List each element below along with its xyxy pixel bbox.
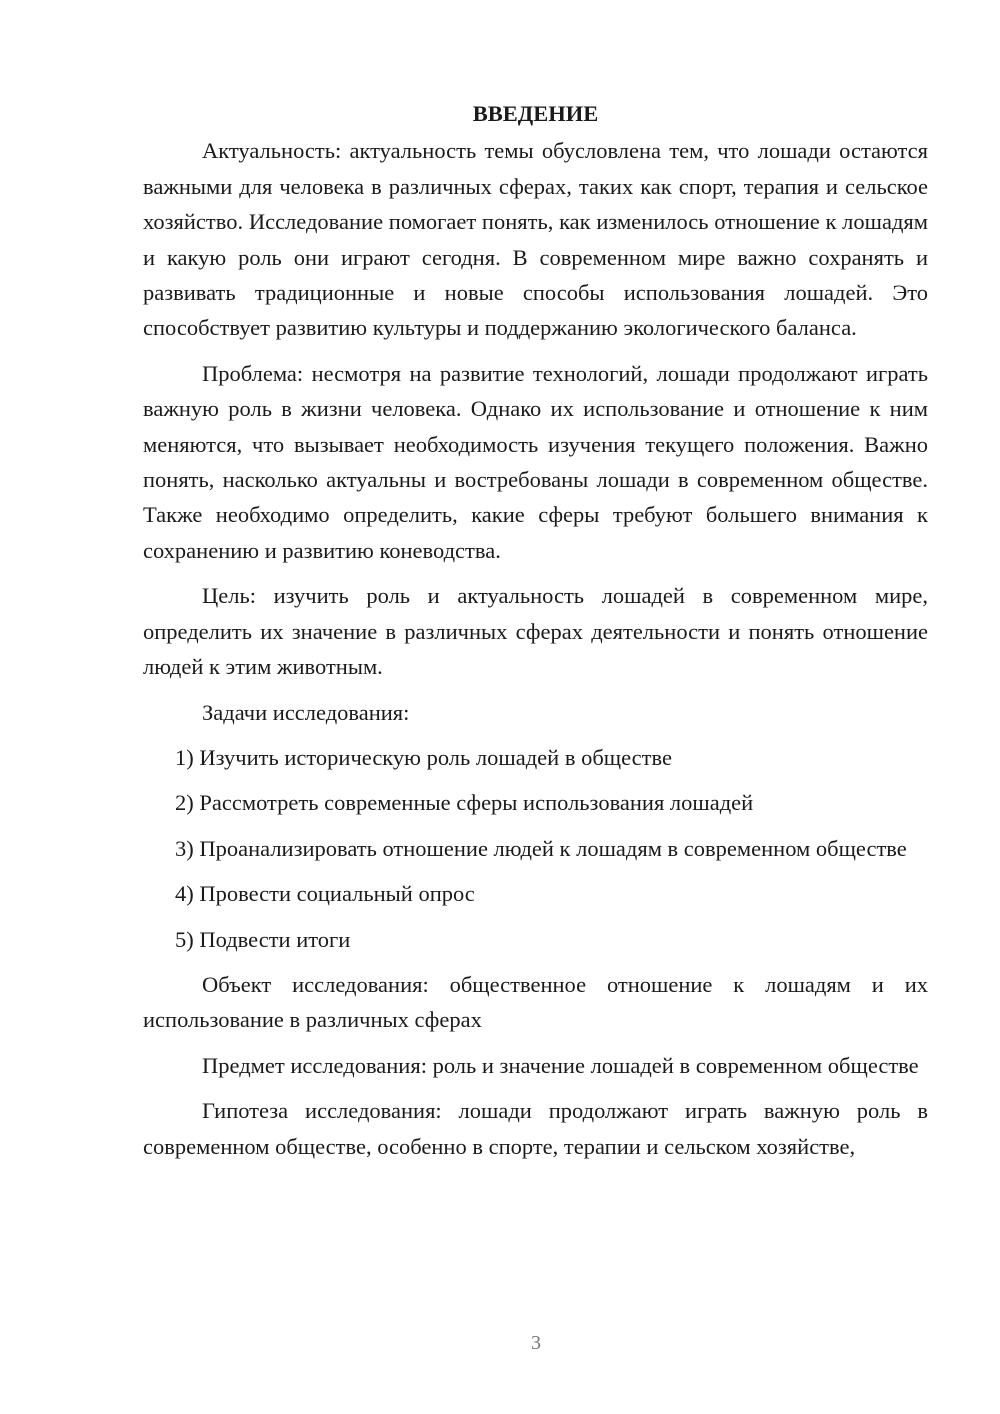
paragraph-relevance: Актуальность: актуальность темы обусловлена тем, что лошади остаются важными для человека в различных сферах, таких как спорт, терапия и сельское хозяйство. Исследование помогает понять, как изменилось отношение к лошадям и какую роль они играют сегодня. В современном мире важно сохранять и развивать традиционные и новые способы использования лошадей. Это способствует развитию культуры и поддержанию экологического баланса.: [143, 138, 928, 341]
task-item-5: 5) Подвести итоги: [175, 926, 351, 952]
task-item-4: 4) Провести социальный опрос: [175, 881, 475, 907]
paragraph-subject: Предмет исследования: роль и значение лошадей в современном обществе: [202, 1052, 919, 1078]
task-item-3: 3) Проанализировать отношение людей к лошадям в современном обществе: [175, 835, 907, 861]
section-title: ВВЕДЕНИЕ: [472, 101, 599, 126]
task-item-2: 2) Рассмотреть современные сферы использования лошадей: [175, 790, 754, 816]
paragraph-goal: Цель: изучить роль и актуальность лошадей в современном мире, определить их значение в различных сферах деятельности и понять отношение людей к этим животным.: [143, 583, 928, 680]
tasks-heading: Задачи исследования:: [202, 699, 410, 725]
task-item-1: 1) Изучить историческую роль лошадей в обществе: [175, 744, 672, 770]
paragraph-hypothesis: Гипотеза исследования: лошади продолжают играть важную роль в современном обществе, особенно в спорте, терапии и сельском хозяйстве,: [143, 1098, 928, 1159]
document-page: [143, 96, 928, 1174]
page-number: 3: [531, 1332, 541, 1354]
paragraph-object: Объект исследования: общественное отношение к лошадям и их использование в различных сферах: [143, 971, 928, 1033]
paragraph-problem: Проблема: несмотря на развитие технологий, лошади продолжают играть важную роль в жизни человека. Однако их использование и отношение к ним меняются, что вызывает необходимость изучения текущего положения. Важно понять, насколько актуальны и востребованы лошади в современном обществе. Также необходимо определить, какие сферы требуют большего внимания к сохранению и развитию коневодства.: [143, 360, 928, 563]
